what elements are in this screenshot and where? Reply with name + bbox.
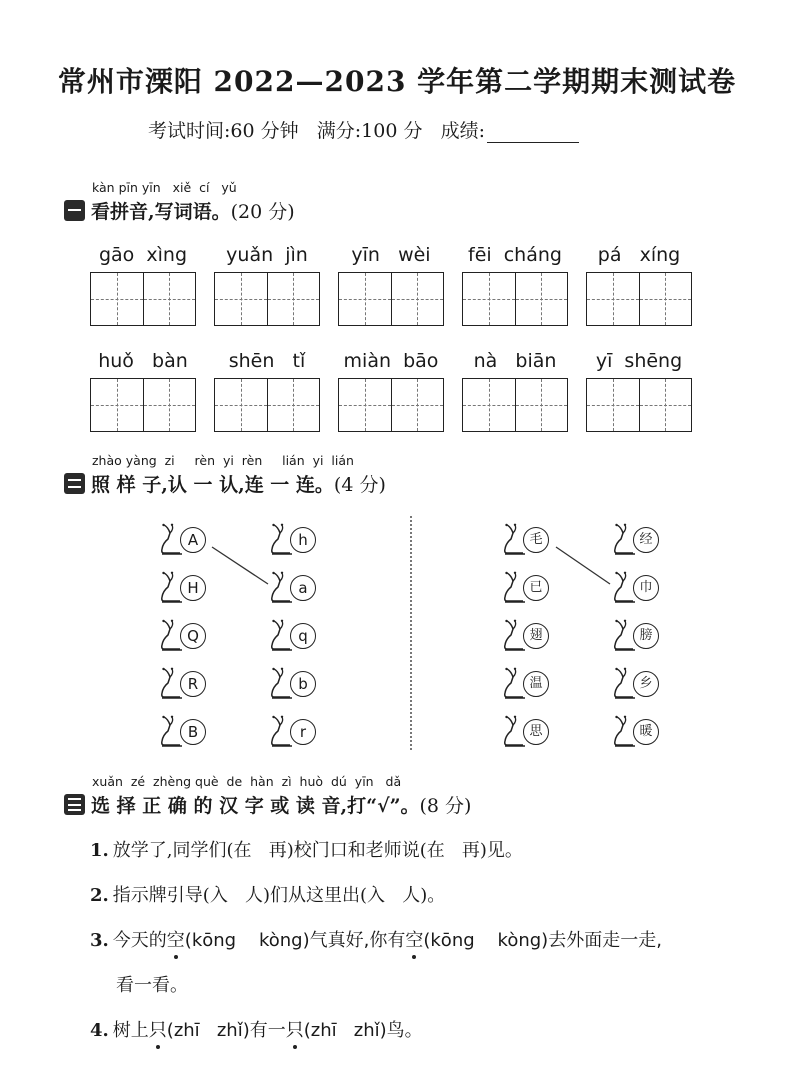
- word-item: [586, 244, 692, 326]
- writing-grid[interactable]: [90, 272, 196, 326]
- writing-cell[interactable]: [463, 379, 515, 431]
- writing-cell[interactable]: [91, 273, 143, 325]
- writing-cell[interactable]: [143, 273, 196, 325]
- snail-shell-label: h: [290, 527, 316, 553]
- emphasized-char: 空: [166, 930, 185, 951]
- snail-icon[interactable]: [503, 571, 555, 605]
- snail-shell-label: r: [290, 719, 316, 745]
- section-number-two-icon: [64, 473, 85, 494]
- full-score: 满分:100 分: [316, 120, 423, 142]
- word-item: [338, 350, 444, 432]
- snail-shell-label: 乡: [633, 671, 659, 697]
- writing-cell[interactable]: [267, 273, 320, 325]
- snail-shell-label: b: [290, 671, 316, 697]
- word-pinyin: huǒ bàn: [98, 350, 188, 372]
- section2-title: 照 样 子,认 一 认,连 一 连。: [91, 474, 334, 496]
- section2-pinyin: zhào yàng zi rèn yi rèn lián yi lián: [92, 453, 354, 468]
- writing-grid[interactable]: [586, 378, 692, 432]
- snail-shell-label: 思: [523, 719, 549, 745]
- word-item: [214, 350, 320, 432]
- section-number-three-icon: [64, 794, 85, 815]
- word-item: [462, 244, 568, 326]
- grade-label: 成绩:: [440, 120, 485, 142]
- writing-cell[interactable]: [215, 273, 267, 325]
- example-link-line-right: [556, 547, 610, 584]
- word-item: [214, 244, 320, 326]
- section2-points: (4 分): [333, 474, 386, 496]
- word-item: [462, 350, 568, 432]
- snail-shell-label: 翅: [523, 623, 549, 649]
- snail-shell-label: 巾: [633, 575, 659, 601]
- section1-heading: [64, 197, 295, 224]
- snail-icon[interactable]: [503, 667, 555, 701]
- writing-grid[interactable]: [586, 272, 692, 326]
- snail-shell-label: H: [180, 575, 206, 601]
- section1-pinyin: kàn pīn yīn xiě cí yǔ: [92, 180, 237, 195]
- snail-icon[interactable]: [613, 571, 665, 605]
- snail-icon[interactable]: [503, 619, 555, 653]
- snail-icon[interactable]: [270, 619, 322, 653]
- word-item: [338, 244, 444, 326]
- writing-grid[interactable]: [338, 272, 444, 326]
- snail-icon[interactable]: [270, 667, 322, 701]
- writing-cell[interactable]: [587, 273, 639, 325]
- question-4-choice-a[interactable]: (zhī zhǐ)有一: [166, 1020, 286, 1041]
- question-1-text[interactable]: 放学了,同学们(在 再)校门口和老师说(在 再)见。: [112, 840, 523, 861]
- writing-grid[interactable]: [214, 378, 320, 432]
- section3-title: 选 择 正 确 的 汉 字 或 读 音,打“√”。: [91, 795, 420, 817]
- page-title: 常州市溧阳 2022—2023 学年第二学期期末测试卷: [57, 65, 737, 98]
- section1-points: (20 分): [230, 201, 295, 223]
- snail-icon[interactable]: [160, 667, 212, 701]
- writing-cell[interactable]: [215, 379, 267, 431]
- snail-icon[interactable]: [503, 715, 555, 749]
- column-divider: [410, 516, 412, 750]
- writing-cell[interactable]: [639, 273, 692, 325]
- snail-shell-label: 膀: [633, 623, 659, 649]
- writing-cell[interactable]: [515, 273, 568, 325]
- snail-icon[interactable]: [160, 619, 212, 653]
- snail-shell-label: B: [180, 719, 206, 745]
- exam-info: [148, 116, 579, 143]
- grade-blank[interactable]: [487, 124, 579, 143]
- snail-icon[interactable]: [613, 715, 665, 749]
- snail-icon[interactable]: [270, 571, 322, 605]
- exam-time: 考试时间:60 分钟: [148, 120, 299, 142]
- word-pinyin: pá xíng: [597, 244, 681, 266]
- writing-grid[interactable]: [214, 272, 320, 326]
- writing-cell[interactable]: [587, 379, 639, 431]
- snail-icon[interactable]: [613, 667, 665, 701]
- snail-shell-label: a: [290, 575, 316, 601]
- section2-heading: [64, 470, 386, 497]
- word-pinyin: nà biān: [473, 350, 557, 372]
- writing-cell[interactable]: [463, 273, 515, 325]
- snail-shell-label: 毛: [523, 527, 549, 553]
- section3-pinyin: xuǎn zé zhèng què de hàn zì huò dú yīn dǎ: [92, 774, 402, 789]
- emphasized-char: 空: [405, 930, 424, 951]
- snail-shell-label: q: [290, 623, 316, 649]
- snail-shell-label: 经: [633, 527, 659, 553]
- snail-shell-label: R: [180, 671, 206, 697]
- question-2: 2. 指示牌引导(入 人)们从这里出(入 人)。: [90, 885, 446, 906]
- writing-grid[interactable]: [462, 378, 568, 432]
- word-pinyin: fēi cháng: [468, 244, 562, 266]
- word-pinyin: yuǎn jìn: [226, 244, 308, 266]
- word-item: [90, 350, 196, 432]
- snail-icon[interactable]: [160, 715, 212, 749]
- snail-shell-label: Q: [180, 623, 206, 649]
- example-link-line-left: [212, 547, 268, 584]
- snail-icon[interactable]: [270, 523, 322, 557]
- snail-icon[interactable]: [270, 715, 322, 749]
- word-pinyin: yīn wèi: [351, 244, 431, 266]
- snail-shell-label: 已: [523, 575, 549, 601]
- writing-grid[interactable]: [90, 378, 196, 432]
- question-1: 1. 放学了,同学们(在 再)校门口和老师说(在 再)见。: [90, 840, 523, 861]
- snail-shell-label: 温: [523, 671, 549, 697]
- writing-cell[interactable]: [267, 379, 320, 431]
- snail-icon[interactable]: [160, 523, 212, 557]
- writing-cell[interactable]: [639, 379, 692, 431]
- writing-cell[interactable]: [91, 379, 143, 431]
- section3-heading: [64, 791, 471, 818]
- writing-cell[interactable]: [143, 379, 196, 431]
- writing-cell[interactable]: [339, 273, 391, 325]
- snail-icon[interactable]: [160, 571, 212, 605]
- word-pinyin: gāo xìng: [98, 244, 188, 266]
- question-3-choice-b[interactable]: (kōng kòng)去外面走一走,: [423, 930, 662, 951]
- emphasized-char: 只: [148, 1020, 167, 1041]
- word-pinyin: yī shēng: [595, 350, 683, 372]
- snail-icon[interactable]: [613, 523, 665, 557]
- snail-icon[interactable]: [613, 619, 665, 653]
- question-3-choice-a[interactable]: (kōng kòng)气真好,你有: [184, 930, 406, 951]
- writing-grid[interactable]: [338, 378, 444, 432]
- question-4: 4. 树上只(zhī zhǐ)有一只(zhī zhǐ)鸟。: [90, 1020, 423, 1041]
- snail-icon[interactable]: [503, 523, 555, 557]
- emphasized-char: 只: [285, 1020, 304, 1041]
- question-4-choice-b[interactable]: (zhī zhǐ)鸟。: [303, 1020, 423, 1041]
- writing-cell[interactable]: [339, 379, 391, 431]
- word-item: [586, 350, 692, 432]
- question-2-text[interactable]: 指示牌引导(入 人)们从这里出(入 人)。: [112, 885, 446, 906]
- word-item: [90, 244, 196, 326]
- question-3-continued: 看一看。: [116, 975, 188, 996]
- word-pinyin: shēn tǐ: [228, 350, 306, 372]
- section1-title: 看拼音,写词语。: [91, 201, 231, 223]
- word-pinyin: miàn bāo: [343, 350, 439, 372]
- writing-cell[interactable]: [515, 379, 568, 431]
- writing-grid[interactable]: [462, 272, 568, 326]
- writing-cell[interactable]: [391, 379, 444, 431]
- snail-shell-label: 暖: [633, 719, 659, 745]
- snail-shell-label: A: [180, 527, 206, 553]
- section3-points: (8 分): [419, 795, 472, 817]
- section-number-one-icon: [64, 200, 85, 221]
- writing-cell[interactable]: [391, 273, 444, 325]
- question-3: 3. 今天的空(kōng kòng)气真好,你有空(kōng kòng)去外面走一走,: [90, 930, 662, 951]
